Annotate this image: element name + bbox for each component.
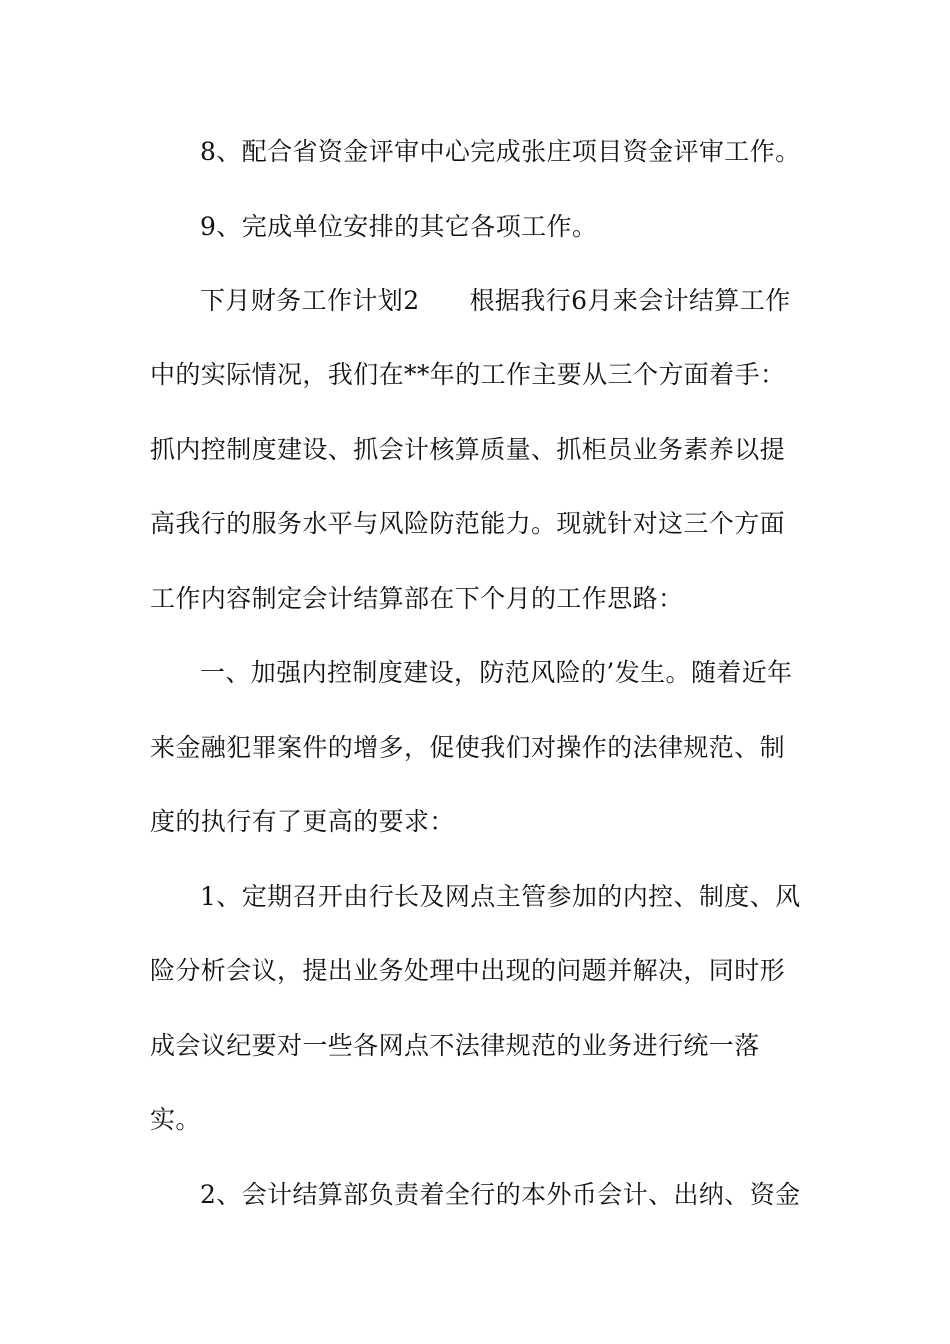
paragraph-line: 成会议纪要对一些各网点不法律规范的业务进行统一落 [150,1031,760,1060]
paragraph-line: 9、完成单位安排的其它各项工作。 [200,212,598,241]
paragraph-text: 根据我行6月来会计结算工作 [469,286,791,315]
paragraph-line: 抓内控制度建设、抓会计核算质量、抓柜员业务素养以提 [150,435,786,464]
paragraph-line: 来金融犯罪案件的增多，促使我们对操作的法律规范、制 [150,733,786,762]
paragraph-line: 1、定期召开由行长及网点主管参加的内控、制度、风 [200,882,801,911]
paragraph-line: 高我行的服务水平与风险防范能力。现就针对这三个方面 [150,509,786,538]
paragraph-line: 工作内容制定会计结算部在下个月的工作思路： [150,584,684,613]
paragraph-line: 中的实际情况，我们在**年的工作主要从三个方面着手： [150,360,786,389]
paragraph-line: 2、会计结算部负责着全行的本外币会计、出纳、资金 [200,1180,801,1209]
paragraph-heading-line [200,285,830,317]
paragraph-line: 实。 [150,1105,201,1134]
paragraph-line: 度的执行有了更高的要求： [150,807,455,836]
paragraph-line: 8、配合省资金评审中心完成张庄项目资金评审工作。 [200,137,801,166]
paragraph-line: 一、加强内控制度建设，防范风险的’发生。随着近年 [200,658,793,687]
paragraph-line: 险分析会议，提出业务处理中出现的问题并解决，同时形 [150,956,786,985]
section-title: 下月财务工作计划2 [200,286,420,315]
